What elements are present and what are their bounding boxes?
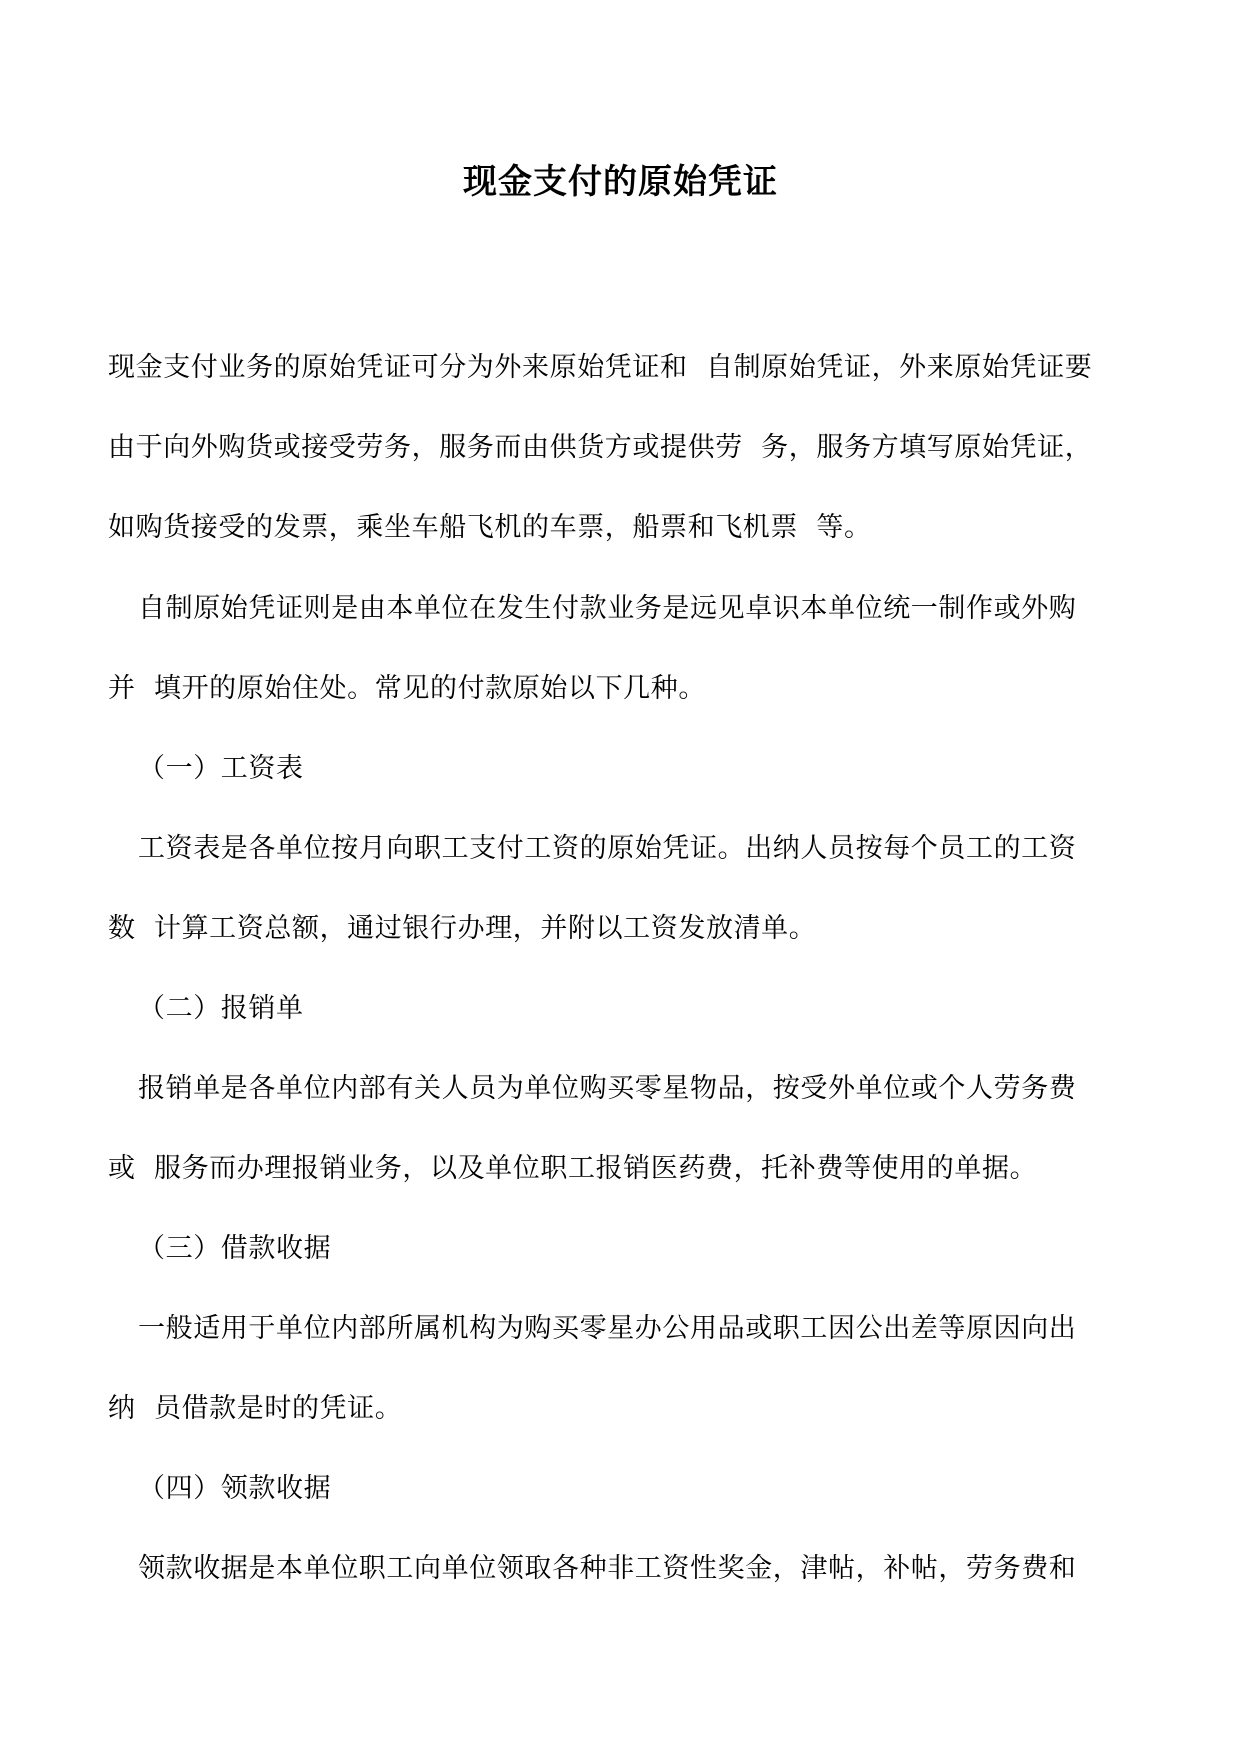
paragraph-line: 并 填开的原始住处。常见的付款原始以下几种。 bbox=[108, 673, 706, 704]
section-heading: （一）工资表 bbox=[138, 753, 304, 784]
paragraph-line: 由于向外购货或接受劳务，服务而由供货方或提供劳 务，服务方填写原始凭证， bbox=[108, 432, 1093, 463]
paragraph-line: 数 计算工资总额，通过银行办理，并附以工资发放清单。 bbox=[108, 913, 817, 944]
paragraph-line: 纳 员借款是时的凭证。 bbox=[108, 1393, 403, 1424]
section-heading: （四）领款收据 bbox=[138, 1473, 332, 1504]
paragraph-line: 如购货接受的发票，乘坐车船飞机的车票，船票和飞机票 等。 bbox=[108, 512, 872, 543]
section-heading: （三）借款收据 bbox=[138, 1233, 332, 1264]
paragraph-line: 领款收据是本单位职工向单位领取各种非工资性奖金，津帖，补帖，劳务费和 bbox=[138, 1553, 1077, 1584]
section-heading: （二）报销单 bbox=[138, 993, 304, 1024]
document-title: 现金支付的原始凭证 bbox=[463, 162, 778, 202]
paragraph-line: 或 服务而办理报销业务，以及单位职工报销医药费，托补费等使用的单据。 bbox=[108, 1153, 1038, 1184]
paragraph-line: 现金支付业务的原始凭证可分为外来原始凭证和 自制原始凭证，外来原始凭证要 bbox=[108, 352, 1093, 383]
paragraph-line: 报销单是各单位内部有关人员为单位购买零星物品，按受外单位或个人劳务费 bbox=[138, 1073, 1077, 1104]
paragraph-line: 工资表是各单位按月向职工支付工资的原始凭证。出纳人员按每个员工的工资 bbox=[138, 833, 1077, 864]
paragraph-line: 一般适用于单位内部所属机构为购买零星办公用品或职工因公出差等原因向出 bbox=[138, 1313, 1077, 1344]
paragraph-line: 自制原始凭证则是由本单位在发生付款业务是远见卓识本单位统一制作或外购 bbox=[138, 593, 1077, 624]
